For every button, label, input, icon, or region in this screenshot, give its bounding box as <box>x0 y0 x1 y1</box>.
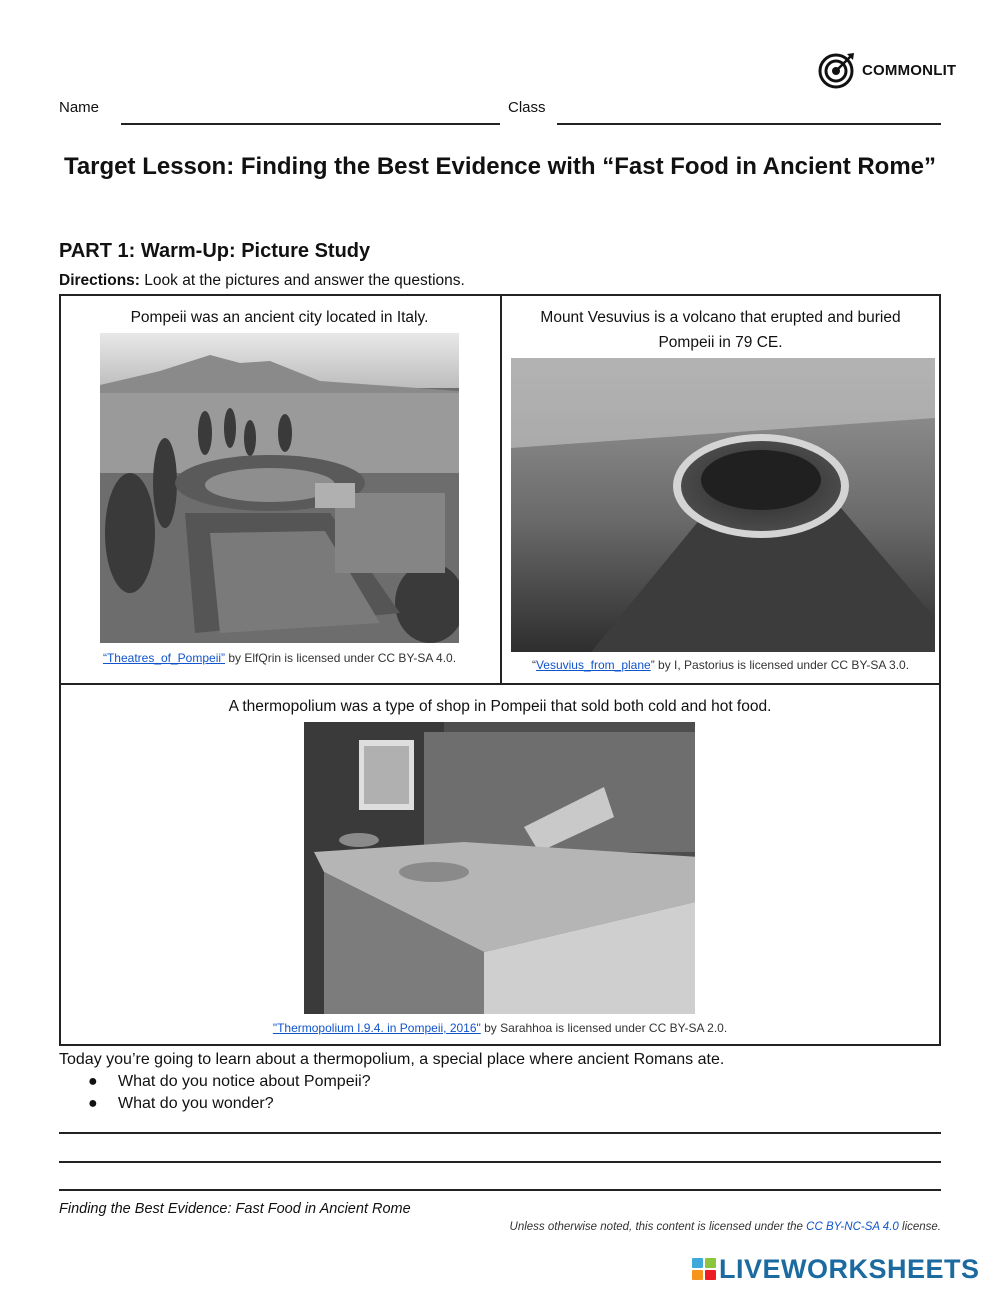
part1-heading: PART 1: Warm-Up: Picture Study <box>59 240 371 262</box>
directions-text: Look at the pictures and answer the questions. <box>139 272 465 289</box>
vesuvius-photo <box>511 358 935 652</box>
license-notice: Unless otherwise noted, this content is licensed under the CC BY-NC-SA 4.0 license. <box>509 1221 941 1233</box>
answer-line-3[interactable] <box>59 1189 941 1191</box>
liveworksheets-logo-icon <box>692 1258 716 1280</box>
thermopolium-caption: A thermopolium was a type of shop in Pompeii that sold both cold and hot food. <box>228 698 772 715</box>
pompeii-caption: Pompeii was an ancient city located in Italy. <box>130 309 429 326</box>
answer-line-2[interactable] <box>59 1161 941 1163</box>
vesuvius-caption: Mount Vesuvius is a volcano that erupted and buried Pompeii in 79 CE. <box>540 309 901 351</box>
grid-divider-horizontal <box>59 683 941 685</box>
logo-wordmark: COMMONLIT <box>862 61 957 79</box>
class-field[interactable] <box>557 123 941 125</box>
thermopolium-photo <box>304 722 695 1014</box>
bullet-item: ● What do you wonder? <box>88 1095 274 1112</box>
target-arrow-icon <box>818 50 858 90</box>
name-label: Name <box>59 99 100 116</box>
directions-label: Directions: <box>59 272 140 289</box>
bullet-item: ● What do you notice about Pompeii? <box>88 1073 371 1090</box>
footer-title: Finding the Best Evidence: Fast Food in Ancient Rome <box>59 1201 411 1217</box>
directions <box>59 272 465 290</box>
pompeii-photo <box>100 333 459 643</box>
pompeii-credit-link[interactable]: “Theatres_of_Pompeii” <box>102 651 226 665</box>
license-link[interactable]: CC BY-NC-SA 4.0 <box>806 1221 899 1233</box>
class-label: Class <box>508 99 546 116</box>
vesuvius-credit: “Vesuvius_from_plane” by I, Pastorius is licensed under CC BY-SA 3.0. <box>531 658 910 672</box>
pompeii-credit: “Theatres_of_Pompeii” by ElfQrin is licensed under CC BY-SA 4.0. <box>102 651 457 665</box>
vesuvius-credit-link[interactable]: Vesuvius_from_plane <box>535 658 651 672</box>
liveworksheets-text: LIVEWORKSHEETS <box>719 1253 980 1284</box>
commonlit-logo <box>818 50 956 90</box>
answer-line-1[interactable] <box>59 1132 941 1134</box>
thermopolium-credit-link[interactable]: "Thermopolium I.9.4. in Pompeii, 2016" <box>272 1021 481 1035</box>
prompt-intro: Today you’re going to learn about a thermopolium, a special place where ancient Romans ate. <box>59 1051 725 1068</box>
thermopolium-credit: "Thermopolium I.9.4. in Pompeii, 2016" by Sarahhoa is licensed under CC BY-SA 2.0. <box>272 1021 728 1035</box>
page-title: Target Lesson: Finding the Best Evidence with “Fast Food in Ancient Rome” <box>63 153 937 180</box>
liveworksheets-watermark <box>692 1252 980 1286</box>
name-field[interactable] <box>121 123 500 125</box>
